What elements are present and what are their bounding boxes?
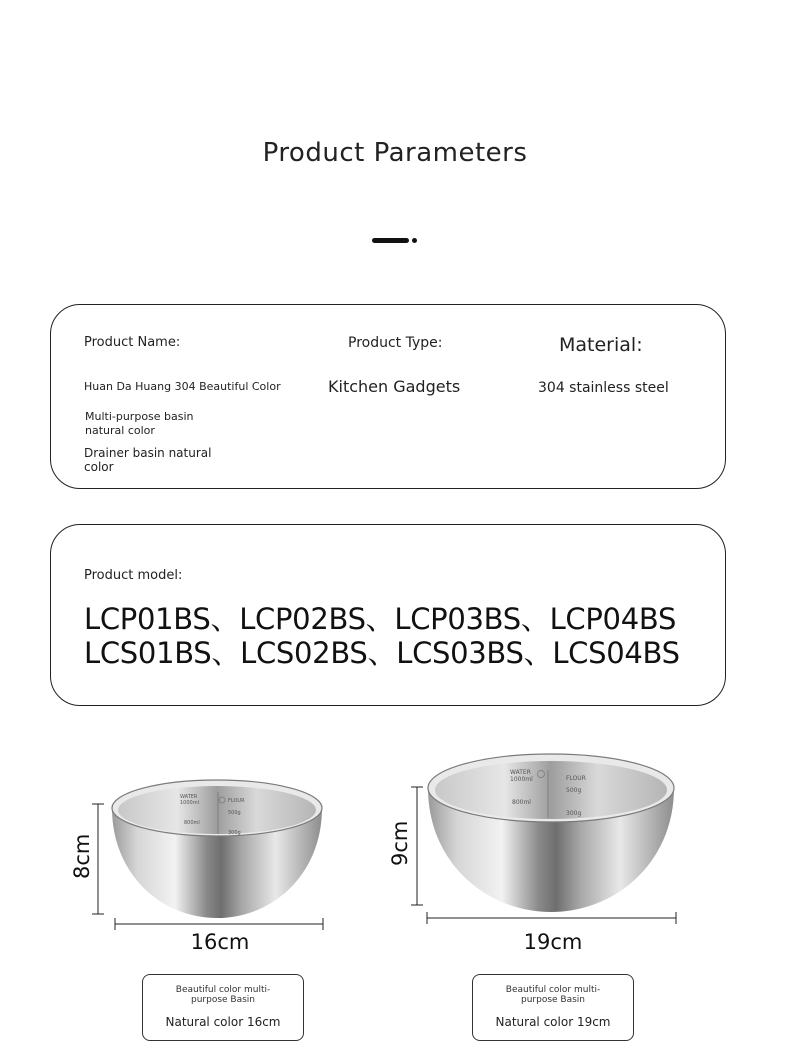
- bowl-19cm-scale-flour: FLOUR: [566, 775, 586, 782]
- bowl-19cm-caption: [472, 974, 634, 1041]
- bowl-19cm-scale-1000ml: 1000ml: [510, 776, 533, 783]
- product-name-line3: Drainer basin natural color: [84, 446, 212, 474]
- bowl-19cm-scale-water: WATER: [510, 769, 531, 776]
- title-divider-bar: [372, 238, 409, 243]
- product-type-label: Product Type:: [348, 335, 443, 351]
- product-name-label: Product Name:: [84, 335, 181, 350]
- bowl-19cm-caption-main: Natural color 19cm: [495, 1015, 611, 1029]
- model-list-line2: LCS01BS、LCS02BS、LCS03BS、LCS04BS: [84, 636, 680, 670]
- page-title: Product Parameters: [262, 138, 528, 168]
- bowl-16cm-scale-500g: 500g: [228, 810, 241, 816]
- bowl-16cm-scale-1000ml: 1000ml: [180, 800, 199, 806]
- bowl-19cm-dimension-lines: [408, 787, 683, 927]
- parameters-card: [50, 304, 726, 489]
- title-divider-dot: [412, 238, 417, 243]
- bowl-16cm-height-label: 8cm: [70, 833, 94, 879]
- bowl-16cm-caption: [142, 974, 304, 1041]
- bowl-16cm-scale-water: WATER: [180, 794, 198, 800]
- bowl-16cm-scale-300g: 300g: [228, 830, 241, 836]
- bowl-19cm-scale-300g: 300g: [566, 810, 582, 817]
- material-value: 304 stainless steel: [538, 380, 669, 396]
- model-list-line1: LCP01BS、LCP02BS、LCP03BS、LCP04BS: [84, 602, 677, 636]
- product-name-line2: Multi-purpose basin natural color: [85, 410, 194, 437]
- bowl-16cm-caption-main: Natural color 16cm: [165, 1015, 281, 1029]
- bowl-16cm-scale-800ml: 800ml: [184, 820, 200, 826]
- bowl-16cm-dimension-lines: [90, 804, 330, 934]
- bowl-19cm-scale-800ml: 800ml: [512, 799, 531, 806]
- bowl-16cm-width-label: 16cm: [190, 930, 250, 954]
- product-model-label: Product model:: [84, 568, 183, 583]
- bowl-19cm-width-label: 19cm: [523, 930, 583, 954]
- product-type-value: Kitchen Gadgets: [328, 377, 461, 396]
- product-name-value: Huan Da Huang 304 Beautiful Color: [84, 380, 281, 393]
- bowl-19cm-scale-500g: 500g: [566, 787, 582, 794]
- bowl-16cm-caption-small: Beautiful color multi-purpose Basin: [175, 985, 271, 1005]
- bowl-19cm-caption-small: Beautiful color multi-purpose Basin: [505, 985, 601, 1005]
- bowl-19cm-height-label: 9cm: [388, 820, 412, 866]
- material-label: Material:: [559, 334, 643, 356]
- bowl-16cm-scale-flour: FLOUR: [228, 798, 245, 804]
- model-card: [50, 524, 726, 706]
